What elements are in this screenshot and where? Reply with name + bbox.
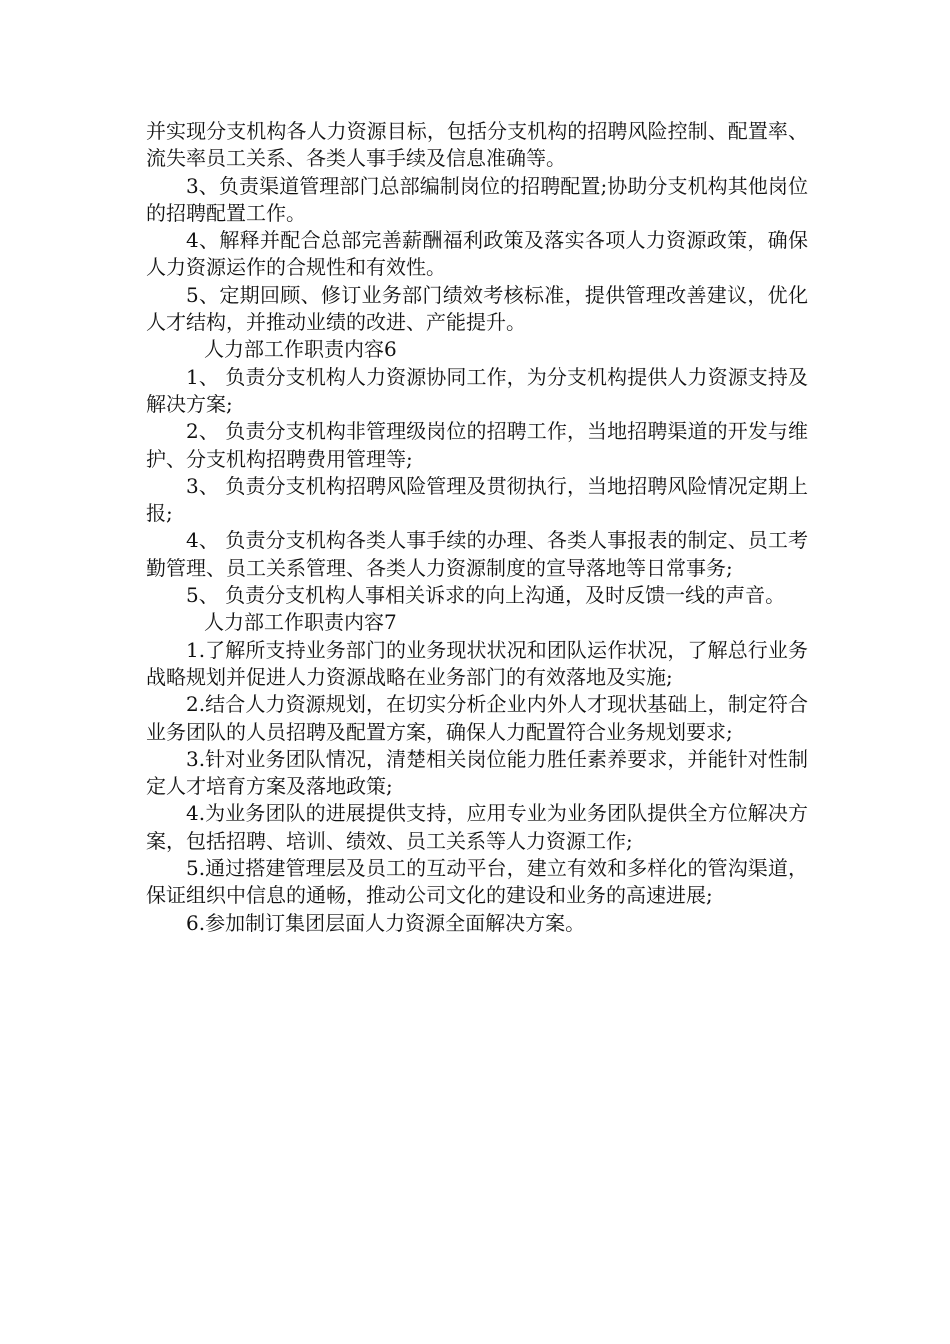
paragraph-item: 3.针对业务团队情况，清楚相关岗位能力胜任素养要求，并能针对性制定人才培育方案及落地政策;	[146, 746, 808, 799]
paragraph-item: 6.参加制订集团层面人力资源全面解决方案。	[186, 910, 586, 935]
paragraph-item: 2.结合人力资源规划，在切实分析企业内外人才现状基础上，制定符合业务团队的人员招聘及配置方案，确保人力配置符合业务规划要求;	[146, 692, 808, 744]
paragraph-item: 1.了解所支持业务部门的业务现状状况和团队运作状况，了解总行业务战略规划并促进人力资源战略在业务部门的有效落地及实施;	[146, 637, 808, 689]
section-heading: 人力部工作职责内容7	[204, 610, 397, 635]
paragraph-item: 5.通过搭建管理层及员工的互动平台，建立有效和多样化的管沟渠道，保证组织中信息的通畅，推动公司文化的建设和业务的高速进展;	[146, 856, 808, 908]
paragraph-item: 5、定期回顾、修订业务部门绩效考核标准，提供管理改善建议，优化人才结构，并推动业绩的改进、产能提升。	[146, 282, 808, 335]
paragraph-item: 4.为业务团队的进展提供支持，应用专业为业务团队提供全方位解决方案，包括招聘、培训、绩效、员工关系等人力资源工作;	[146, 801, 808, 853]
paragraph-item: 3、负责渠道管理部门总部编制岗位的招聘配置;协助分支机构其他岗位的招聘配置工作。	[146, 173, 808, 225]
section-heading: 人力部工作职责内容6	[204, 337, 397, 362]
document-page	[146, 118, 808, 937]
paragraph-item: 5、 负责分支机构人事相关诉求的向上沟通，及时反馈一线的声音。	[186, 583, 786, 608]
paragraph-item: 1、 负责分支机构人力资源协同工作，为分支机构提供人力资源支持及解决方案;	[146, 364, 808, 416]
paragraph-item: 4、 负责分支机构各类人事手续的办理、各类人事报表的制定、员工考勤管理、员工关系管理、各类人力资源制度的宣导落地等日常事务;	[146, 528, 808, 580]
paragraph-item: 4、解释并配合总部完善薪酬福利政策及落实各项人力资源政策，确保人力资源运作的合规性和有效性。	[146, 228, 808, 280]
paragraph-item: 3、 负责分支机构招聘风险管理及贯彻执行，当地招聘风险情况定期上报;	[146, 473, 808, 526]
paragraph-item: 2、 负责分支机构非管理级岗位的招聘工作，当地招聘渠道的开发与维护、分支机构招聘费用管理等;	[146, 419, 808, 471]
paragraph-continuation: 并实现分支机构各人力资源目标，包括分支机构的招聘风险控制、配置率、流失率员工关系、各类人事手续及信息准确等。	[146, 119, 808, 171]
